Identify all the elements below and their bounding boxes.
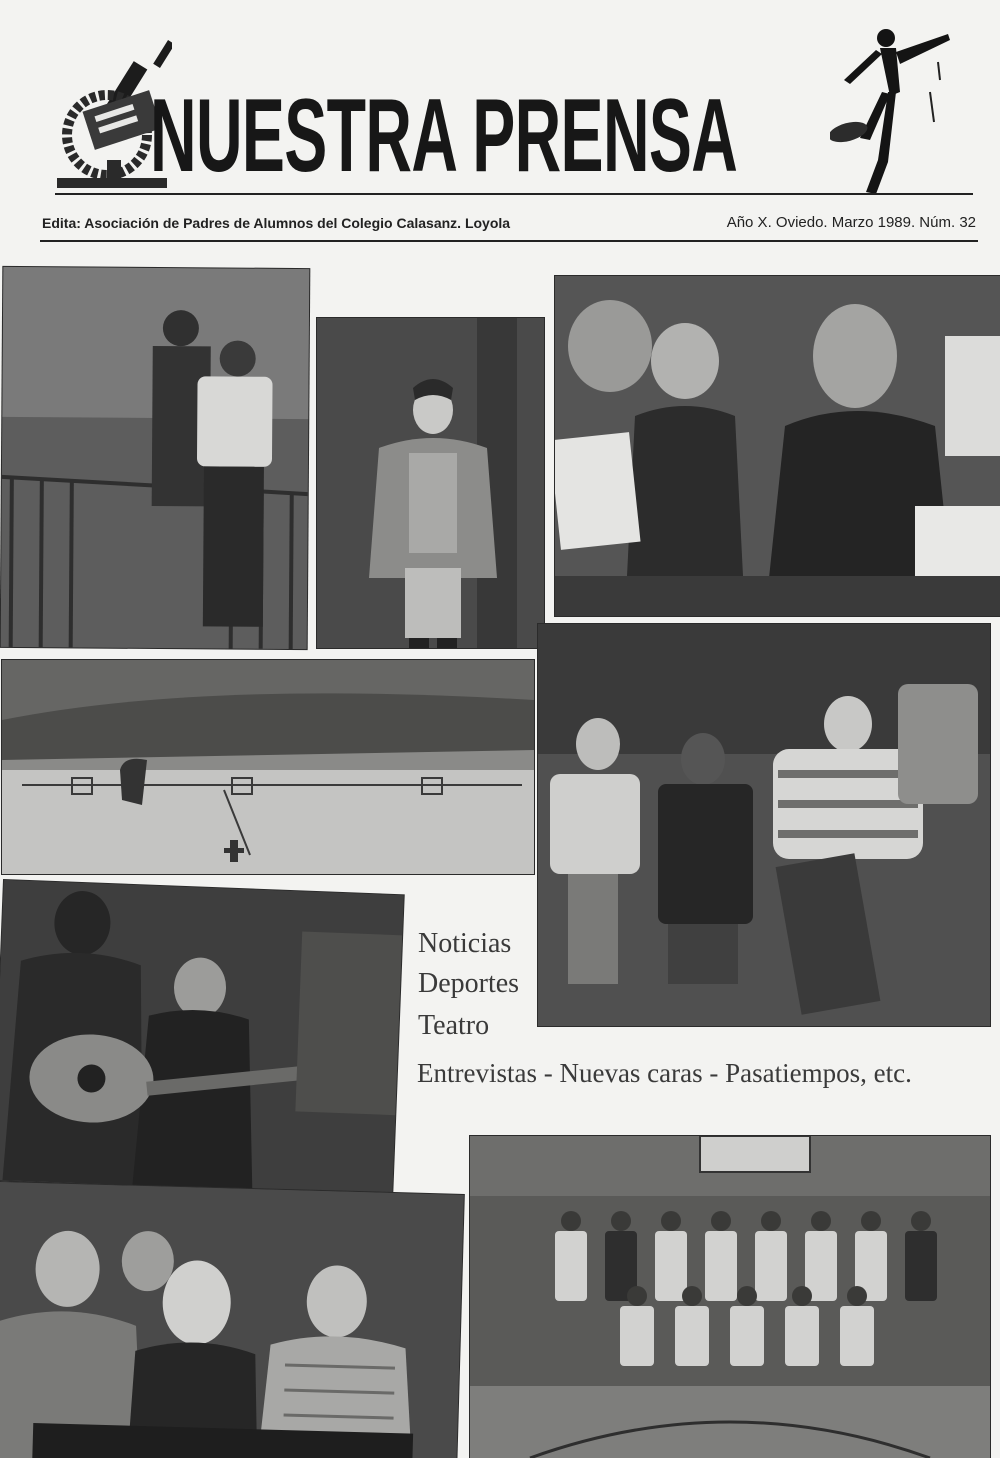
masthead-rule-bottom	[40, 240, 978, 242]
issue-line: Año X. Oviedo. Marzo 1989. Núm. 32	[726, 214, 976, 231]
contents-more: Entrevistas - Nuevas caras - Pasatiempos, etc.	[417, 1058, 912, 1088]
newspaper-title: NUESTRA PRENSA	[150, 78, 738, 194]
photo-woman-jacket	[317, 318, 544, 648]
contents-news: Noticias	[418, 928, 512, 959]
masthead	[0, 0, 1000, 250]
photo-sports-courts	[2, 660, 534, 874]
publisher-line: Edita: Asociación de Padres de Alumnos del Colegio Calasanz. Loyola	[42, 215, 511, 231]
runner-icon	[830, 22, 960, 197]
photo-audience	[0, 1182, 464, 1458]
contents-theatre: Teatro	[418, 1010, 490, 1041]
photo-guitar-players	[0, 880, 404, 1195]
photo-students-railing	[1, 267, 310, 649]
contents-sports: Deportes	[418, 968, 520, 999]
photo-children-playing	[538, 624, 990, 1026]
masthead-rule	[55, 193, 973, 195]
photo-group-reading	[555, 276, 1000, 616]
photo-basketball-team	[470, 1136, 990, 1458]
